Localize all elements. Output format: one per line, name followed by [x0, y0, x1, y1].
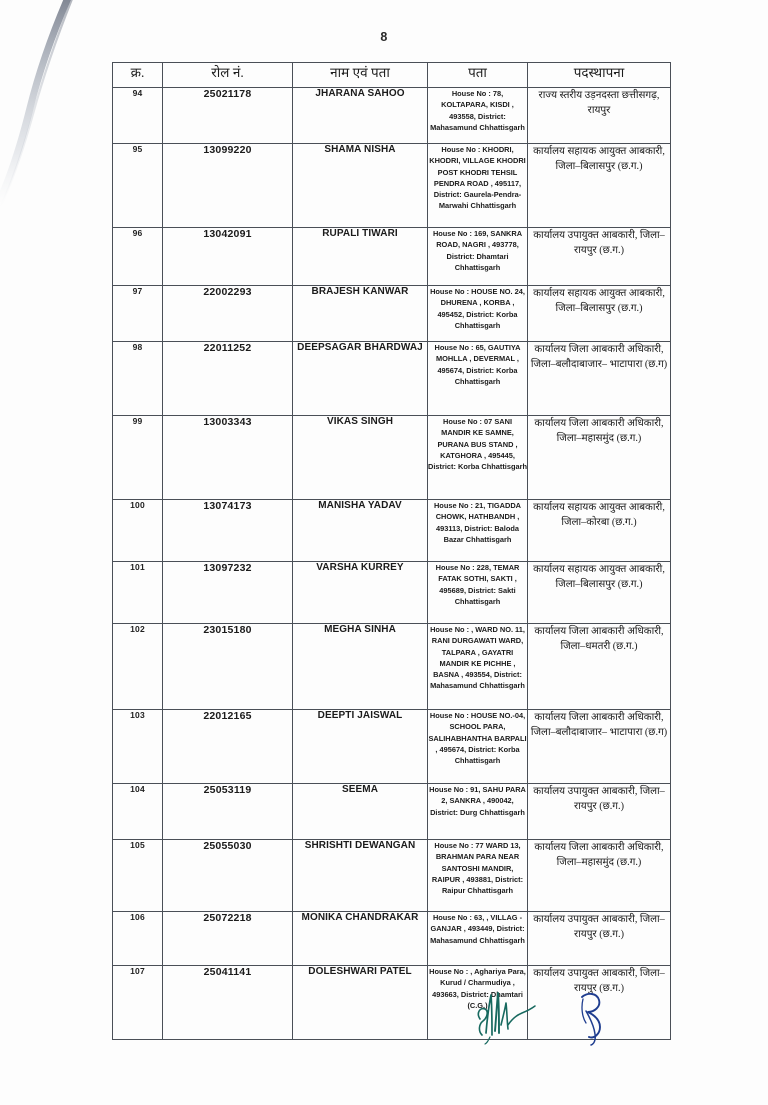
- table-row: [113, 784, 671, 840]
- cell-roll-no: 23015180: [163, 624, 293, 710]
- cell-address: House No : 21, TIGADDA CHOWK, HATHBANDH , 493113, District: Baloda Bazar Chhattisgarh: [428, 500, 528, 562]
- cell-roll-no: 13097232: [163, 562, 293, 624]
- cell-address: House No : 77 WARD 13, BRAHMAN PARA NEAR SANTOSHI MANDIR, RAIPUR , 493881, District: Raipur Chhattisgarh: [428, 840, 528, 912]
- cell-serial: 94: [113, 88, 163, 144]
- table-row: [113, 840, 671, 912]
- cell-address: House No : 228, TEMAR FATAK SOTHI, SAKTI , 495689, District: Sakti Chhattisgarh: [428, 562, 528, 624]
- signature-left: [470, 985, 540, 1047]
- cell-name: RUPALI TIWARI: [293, 228, 428, 286]
- table-row: [113, 562, 671, 624]
- cell-posting: कार्यालय उपायुक्त आबकारी, जिला–रायपुर (छ.ग.): [528, 784, 671, 840]
- cell-posting: कार्यालय सहायक आयुक्त आबकारी, जिला–बिलासपुर (छ.ग.): [528, 144, 671, 228]
- cell-serial: 105: [113, 840, 163, 912]
- cell-posting: कार्यालय उपायुक्त आबकारी, जिला–रायपुर (छ.ग.): [528, 228, 671, 286]
- cell-address: House No : HOUSE NO. 24, DHURENA , KORBA , 495452, District: Korba Chhattisgarh: [428, 286, 528, 342]
- cell-address: House No : 78, KOLTAPARA, KISDI , 493558, District: Mahasamund Chhattisgarh: [428, 88, 528, 144]
- table-row: [113, 286, 671, 342]
- table-header: [113, 63, 671, 88]
- cell-posting: कार्यालय उपायुक्त आबकारी, जिला–रायपुर (छ.ग.): [528, 966, 671, 1040]
- cell-name: BRAJESH KANWAR: [293, 286, 428, 342]
- cell-name: SHRISHTI DEWANGAN: [293, 840, 428, 912]
- cell-name: MEGHA SINHA: [293, 624, 428, 710]
- cell-name: SEEMA: [293, 784, 428, 840]
- cell-serial: 96: [113, 228, 163, 286]
- cell-address: House No : , Aghariya Para, Kurud / Charmudiya , 493663, District: Dhamtari (C.G.): [428, 966, 528, 1040]
- cell-address: House No : HOUSE NO.-04, SCHOOL PARA, SALIHABHANTHA BARPALI , 495674, District: Korba Chhattisgarh: [428, 710, 528, 784]
- roster-table-container: [112, 62, 670, 1040]
- cell-name: SHAMA NISHA: [293, 144, 428, 228]
- cell-posting: राज्य स्तरीय उड़नदस्ता छत्तीसगढ़, रायपुर: [528, 88, 671, 144]
- cell-name: VARSHA KURREY: [293, 562, 428, 624]
- table-row: [113, 416, 671, 500]
- cell-posting: कार्यालय जिला आबकारी अधिकारी, जिला–बलौदाबाजार– भाटापारा (छ.ग): [528, 342, 671, 416]
- cell-address: House No : 07 SANI MANDIR KE SAMNE, PURANA BUS STAND , KATGHORA , 495445, District: Korba Chhattisgarh: [428, 416, 528, 500]
- table-body: [113, 88, 671, 1040]
- cell-posting: कार्यालय सहायक आयुक्त आबकारी, जिला–बिलासपुर (छ.ग.): [528, 562, 671, 624]
- table-row: [113, 710, 671, 784]
- cell-roll-no: 25055030: [163, 840, 293, 912]
- cell-name: MANISHA YADAV: [293, 500, 428, 562]
- cell-roll-no: 25041141: [163, 966, 293, 1040]
- table-header-row: [113, 63, 671, 88]
- cell-name: VIKAS SINGH: [293, 416, 428, 500]
- cell-serial: 98: [113, 342, 163, 416]
- column-header-roll-no: रोल नं.: [163, 63, 293, 88]
- cell-posting: कार्यालय जिला आबकारी अधिकारी, जिला–महासमुंद (छ.ग.): [528, 416, 671, 500]
- column-header-serial: क्र.: [113, 63, 163, 88]
- cell-serial: 103: [113, 710, 163, 784]
- cell-roll-no: 22012165: [163, 710, 293, 784]
- table-row: [113, 342, 671, 416]
- table-row: [113, 228, 671, 286]
- cell-posting: कार्यालय जिला आबकारी अधिकारी, जिला–बलौदाबाजार– भाटापारा (छ.ग): [528, 710, 671, 784]
- page-number: 8: [380, 30, 388, 44]
- cell-roll-no: 13099220: [163, 144, 293, 228]
- cell-serial: 107: [113, 966, 163, 1040]
- cell-posting: कार्यालय सहायक आयुक्त आबकारी, जिला–कोरबा (छ.ग.): [528, 500, 671, 562]
- cell-address: House No : 91, SAHU PARA 2, SANKRA , 490042, District: Durg Chhattisgarh: [428, 784, 528, 840]
- cell-serial: 102: [113, 624, 163, 710]
- cell-roll-no: 13074173: [163, 500, 293, 562]
- cell-name: DEEPTI JAISWAL: [293, 710, 428, 784]
- cell-serial: 95: [113, 144, 163, 228]
- table-row: [113, 912, 671, 966]
- cell-serial: 97: [113, 286, 163, 342]
- cell-address: House No : KHODRI, KHODRI, VILLAGE KHODRI POST KHODRI TEHSIL PENDRA ROAD , 495117, District: Gaurela-Pendra-Marwahi Chhattisgarh: [428, 144, 528, 228]
- column-header-posting: पदस्थापना: [528, 63, 671, 88]
- roster-table: [112, 62, 671, 1040]
- column-header-name: नाम एवं पता: [293, 63, 428, 88]
- cell-name: JHARANA SAHOO: [293, 88, 428, 144]
- cell-serial: 106: [113, 912, 163, 966]
- cell-address: House No : 65, GAUTIYA MOHLLA , DEVERMAL , 495674, District: Korba Chhattisgarh: [428, 342, 528, 416]
- cell-roll-no: 22002293: [163, 286, 293, 342]
- cell-address: House No : 169, SANKRA ROAD, NAGRI , 493778, District: Dhamtari Chhattisgarh: [428, 228, 528, 286]
- cell-roll-no: 25021178: [163, 88, 293, 144]
- cell-name: MONIKA CHANDRAKAR: [293, 912, 428, 966]
- cell-serial: 100: [113, 500, 163, 562]
- cell-roll-no: 13042091: [163, 228, 293, 286]
- cell-posting: कार्यालय जिला आबकारी अधिकारी, जिला–महासमुंद (छ.ग.): [528, 840, 671, 912]
- cell-roll-no: 22011252: [163, 342, 293, 416]
- table-row: [113, 144, 671, 228]
- cell-serial: 99: [113, 416, 163, 500]
- cell-posting: कार्यालय सहायक आयुक्त आबकारी, जिला–बिलासपुर (छ.ग.): [528, 286, 671, 342]
- table-row: [113, 500, 671, 562]
- cell-roll-no: 25072218: [163, 912, 293, 966]
- signature-area: [0, 985, 768, 1075]
- signature-right: [570, 987, 616, 1047]
- cell-name: DEEPSAGAR BHARDWAJ: [293, 342, 428, 416]
- cell-posting: कार्यालय जिला आबकारी अधिकारी, जिला–धमतरी (छ.ग.): [528, 624, 671, 710]
- table-row: [113, 624, 671, 710]
- cell-serial: 104: [113, 784, 163, 840]
- cell-posting: कार्यालय उपायुक्त आबकारी, जिला–रायपुर (छ.ग.): [528, 912, 671, 966]
- cell-address: House No : , WARD NO. 11, RANI DURGAWATI WARD, TALPARA , GAYATRI MANDIR KE PICHHE , BASNA , 493554, District: Mahasamund Chhattisgarh: [428, 624, 528, 710]
- cell-roll-no: 13003343: [163, 416, 293, 500]
- table-row: [113, 88, 671, 144]
- cell-address: House No : 63, , VILLAG - GANJAR , 493449, District: Mahasamund Chhattisgarh: [428, 912, 528, 966]
- cell-name: DOLESHWARI PATEL: [293, 966, 428, 1040]
- cell-serial: 101: [113, 562, 163, 624]
- column-header-address: पता: [428, 63, 528, 88]
- cell-roll-no: 25053119: [163, 784, 293, 840]
